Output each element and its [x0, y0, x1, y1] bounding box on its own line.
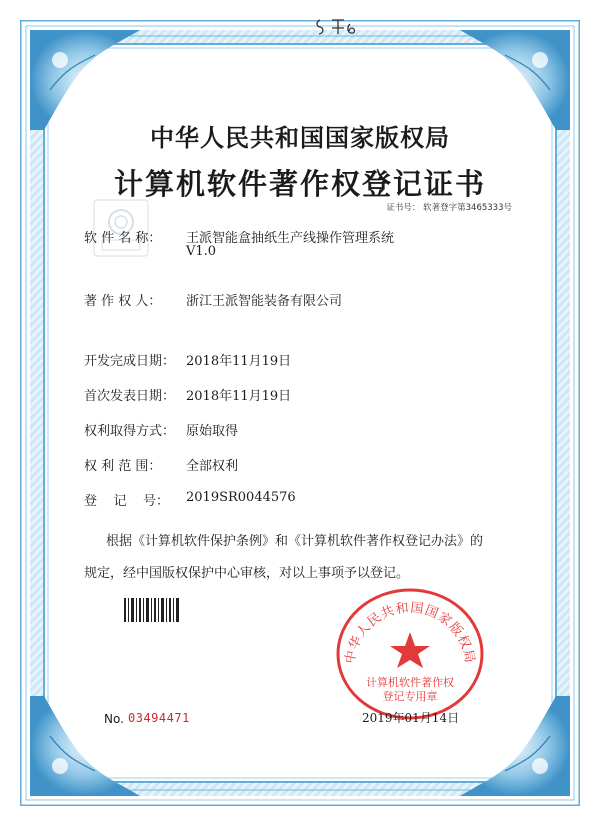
barcode-icon — [122, 596, 182, 624]
field-label-publication-date: 首次发表日期： — [84, 389, 176, 404]
official-seal — [334, 586, 486, 722]
field-value-software-version: V1.0 — [186, 244, 217, 259]
cert-no-value: 软著登字第3465333号 — [423, 203, 512, 213]
issue-date: 2019年01月14日 — [362, 711, 460, 725]
field-value-software-name: 王派智能盒抽纸生产线操作管理系统 — [186, 231, 395, 246]
handwritten-note — [314, 16, 360, 38]
paragraph-line-1: 根据《计算机软件保护条例》和《计算机软件著作权登记办法》的 — [106, 534, 484, 549]
field-value-publication-date: 2018年11月19日 — [186, 389, 292, 404]
seal-inner-line-2: 登记专用章 — [382, 690, 438, 703]
certificate-number — [386, 201, 512, 213]
field-label-copyright-owner: 著 作 权 人： — [84, 294, 162, 309]
field-label-software-name: 软 件 名 称： — [84, 231, 162, 246]
field-value-copyright-owner: 浙江王派智能装备有限公司 — [186, 294, 343, 309]
field-value-acquisition-method: 原始取得 — [186, 424, 239, 439]
certificate-paragraph — [84, 526, 524, 590]
field-value-registration-number: 2019SR0044576 — [186, 490, 296, 505]
star-icon — [390, 632, 430, 668]
field-label-registration-number: 登 记 号： — [84, 494, 170, 509]
serial-label: No. — [104, 712, 124, 726]
field-value-completion-date: 2018年11月19日 — [186, 354, 292, 369]
serial-number: 03494471 — [128, 711, 190, 725]
field-label-acquisition-method: 权利取得方式： — [84, 424, 176, 439]
field-label-completion-date: 开发完成日期： — [84, 354, 176, 369]
field-label-rights-scope: 权 利 范 围： — [84, 459, 162, 474]
field-value-rights-scope: 全部权利 — [186, 459, 239, 474]
seal-inner-line-1: 计算机软件著作权 — [366, 676, 454, 689]
issuer-title: 中华人民共和国国家版权局 — [150, 123, 450, 152]
paragraph-line-2: 规定，经中国版权保护中心审核，对以上事项予以登记。 — [84, 566, 410, 581]
cert-no-label: 证书号： — [386, 203, 421, 213]
certificate-title: 计算机软件著作权登记证书 — [113, 167, 486, 201]
seal-outer-text: 中华人民共和国国家版权局 — [342, 600, 478, 665]
